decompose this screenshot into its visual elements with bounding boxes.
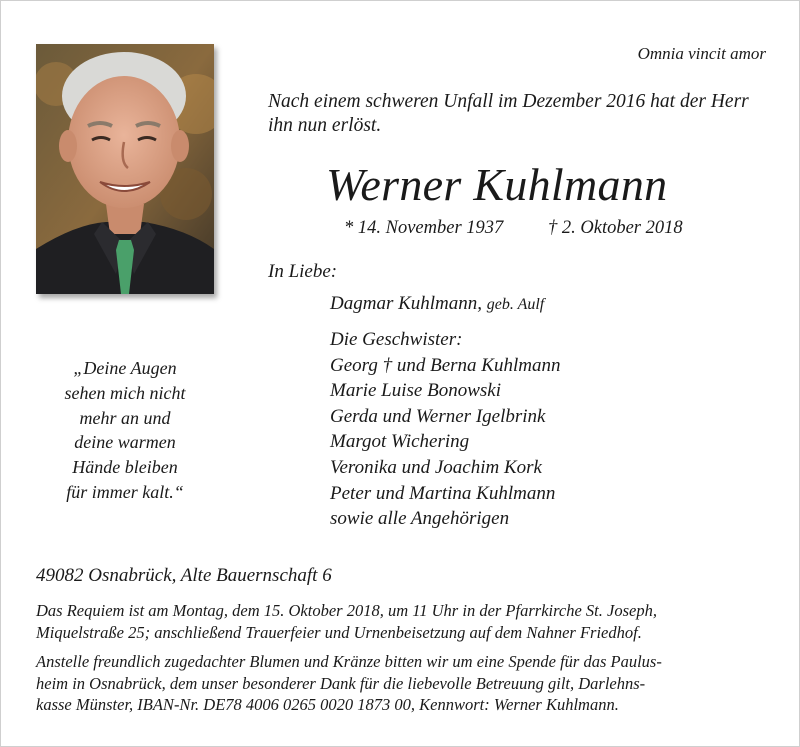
- intro-text: Nach einem schweren Unfall im Dezember 2016 hat der Herr ihn nun erlöst.: [268, 91, 749, 136]
- deceased-name: Werner Kuhlmann: [326, 159, 668, 210]
- spouse-name: Dagmar Kuhlmann,: [330, 293, 483, 314]
- list-item: Veronika und Joachim Kork: [330, 456, 542, 478]
- paragraph-line: Miquelstraße 25; anschließend Trauerfeier und Urnenbeisetzung auf dem Nahner Friedhof.: [36, 622, 642, 642]
- paragraph-line: Anstelle freundlich zugedachter Blumen und Kränze bitten wir um eine Spende für das Paulus-: [36, 652, 662, 671]
- paragraph-line: heim in Osnabrück, dem unser besonderer Dank für die liebevolle Betreuung gilt, Darlehns-: [36, 673, 646, 693]
- spouse-nee: geb. Aulf: [486, 296, 545, 313]
- list-item: sowie alle Angehörigen: [330, 508, 510, 530]
- list-item: Gerda und Werner Igelbrink: [330, 405, 546, 427]
- spouse-line: [330, 293, 544, 315]
- paragraph-line: kasse Münster, IBAN-Nr. DE78 4006 0265 0020 1873 00, Kennwort: Werner Kuhlmann.: [36, 695, 619, 714]
- requiem-paragraph: [36, 600, 766, 643]
- memorial-quote: [36, 356, 214, 505]
- in-love-label: In Liebe:: [268, 261, 338, 282]
- family-list: [330, 327, 560, 532]
- death-date: † 2. Oktober 2018: [548, 218, 683, 238]
- paragraph-line: Das Requiem ist am Montag, dem 15. Oktober 2018, um 11 Uhr in der Pfarrkirche St. Joseph,: [36, 601, 657, 620]
- birth-date: * 14. November 1937: [344, 218, 504, 238]
- list-item: Die Geschwister:: [330, 329, 463, 350]
- list-item: Margot Wichering: [330, 431, 470, 453]
- quote-line: für immer kalt.“: [66, 481, 184, 502]
- donation-paragraph: [36, 651, 766, 716]
- address: 49082 Osnabrück, Alte Bauernschaft 6: [36, 565, 332, 586]
- quote-line: deine warmen: [74, 432, 176, 453]
- list-item: Georg † und Berna Kuhlmann: [330, 354, 561, 376]
- quote-line: Hände bleiben: [72, 457, 178, 478]
- quote-line: mehr an und: [79, 407, 171, 428]
- quote-line: sehen mich nicht: [64, 382, 186, 403]
- quote-line: „Deine Augen: [73, 358, 177, 378]
- portrait-photo: [36, 44, 214, 294]
- motto: Omnia vincit amor: [637, 44, 766, 63]
- list-item: Marie Luise Bonowski: [330, 380, 501, 402]
- list-item: Peter und Martina Kuhlmann: [330, 482, 556, 504]
